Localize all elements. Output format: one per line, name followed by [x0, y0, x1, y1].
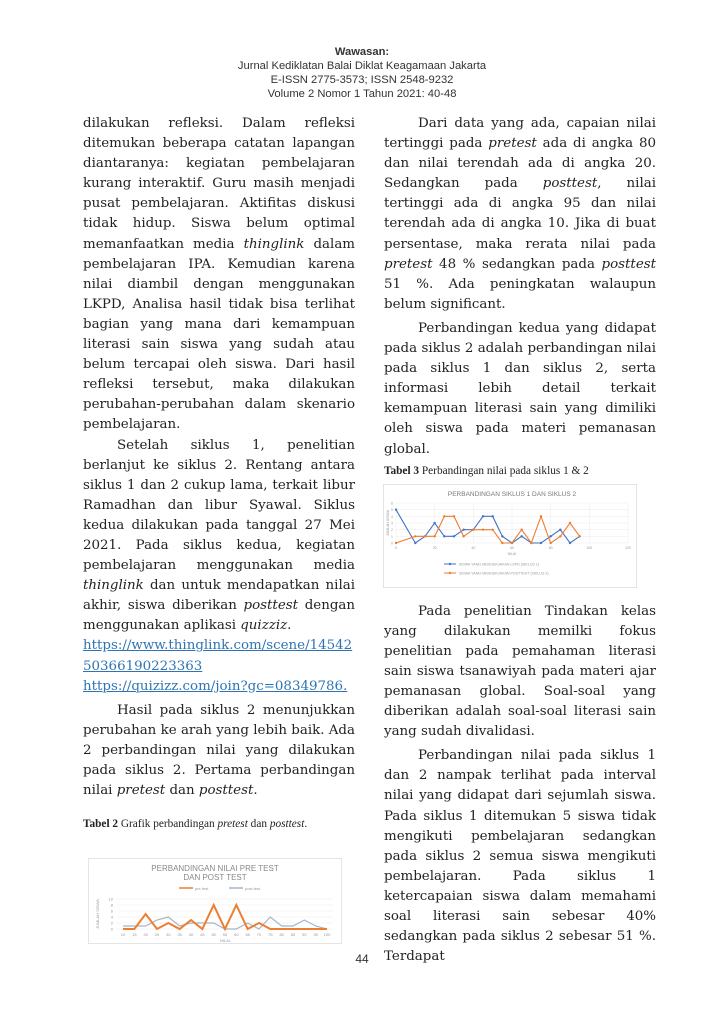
data-point [433, 535, 435, 537]
x-tick-label: 90 [302, 932, 307, 937]
x-tick-label: 15 [132, 932, 137, 937]
y-tick-label: 5 [391, 508, 393, 513]
x-tick-label: 80 [279, 932, 284, 937]
y-tick-label: 2 [110, 920, 113, 926]
data-point [482, 515, 484, 517]
legend-label: post test [245, 886, 261, 891]
paragraph: Perbandingan kedua yang didapat pada siklus 2 adalah perbandingan nilai pada siklus 1 dan siklus 2, serta informasi lebih detail terkait kemampuan literasi sain yang dimiliki oleh siswa pada materi pemanasan global. [384, 320, 656, 457]
x-tick-label: 0 [395, 546, 397, 550]
data-point [433, 522, 435, 524]
paragraph: Dari data yang ada, capaian nilai tertinggi pada pretest ada di angka 80 dan nilai terendah ada di angka 20. Sedangkan pada posttest, nilai tertinggi ada di angka 95 dan nilai terendah ada di angka 10. Jika di buat persentase, maka rerata nilai pada pretest 48 % sedangkan pada posttest 51 %. Ada peningkatan walaupun belum significant. [384, 116, 656, 312]
x-tick-label: 100 [323, 932, 331, 937]
journal-name: Wawasan: [334, 46, 390, 58]
y-tick-label: 8 [110, 902, 113, 908]
data-point [501, 542, 503, 544]
data-point [540, 542, 542, 544]
data-point [569, 542, 571, 544]
paragraph: Perbandingan nilai pada siklus 1 dan 2 nampak terlihat pada interval nilai yang didapat dari sejumlah siswa. Pada siklus 1 ditemukan 5 siswa tidak mengikuti pembelajaran sedangkan pada siklus 2 semua siswa mengikuti pembelajaran. Pada siklus 1 ketercapaian siswa dalam memahami soal literasi sain sebesar 40% sedangkan pada siklus 2 sebesar 51 %. Terdapat [384, 748, 656, 965]
y-axis-label: JUMLAH SISWA [95, 899, 100, 929]
data-point [540, 515, 542, 517]
paragraph: Setelah siklus 1, penelitian berlanjut ke siklus 2. Rentang antara siklus 1 dan 2 cukup lama, terkait libur Ramadhan dan libur Syawal. Siklus kedua dilakukan pada tanggal 27 Mei 2021. Pada siklus kedua, kegiatan pembelajaran menggunakan media thinglink dan untuk mendapatkan nilai akhir, siswa diberikan posttest dengan menggunakan aplikasi quizziz. https://www.thinglink.com/scene/1454250366190223363 https://quizizz.com/join?gc=08349786. [83, 437, 356, 694]
legend-marker [449, 572, 451, 574]
table2-caption: Tabel 2 Grafik perbandingan pretest dan posttest. [83, 818, 308, 831]
data-point [395, 542, 397, 544]
data-point [559, 535, 561, 537]
data-point [462, 528, 464, 530]
y-tick-label: 0 [391, 541, 393, 546]
x-tick-label: 40 [188, 932, 194, 937]
left-column [83, 114, 355, 831]
x-tick-label: 60 [234, 932, 239, 937]
data-point [462, 535, 464, 537]
x-axis-label: NILAI [507, 552, 517, 556]
y-tick-label: 1 [391, 534, 393, 539]
data-point [511, 542, 513, 544]
table3-caption: Tabel 3 Perbandingan nilai pada siklus 1 & 2 [384, 464, 589, 477]
y-tick-label: 6 [110, 908, 113, 914]
data-point [424, 535, 426, 537]
data-point [491, 528, 493, 530]
data-point [520, 528, 522, 530]
x-tick-label: 65 [245, 932, 250, 937]
x-tick-label: 60 [510, 546, 514, 550]
x-tick-label: 55 [222, 932, 228, 937]
data-point [549, 535, 551, 537]
quizizz-link[interactable]: https://quizizz.com/join?gc=08349786. [83, 678, 348, 694]
y-tick-label: 4 [110, 914, 113, 920]
chart-pretest-posttest [88, 858, 342, 944]
chart-title: PERBANDINGAN SIKLUS 1 DAN SIKLUS 2 [447, 491, 577, 498]
x-tick-label: 100 [586, 546, 593, 550]
x-tick-label: 10 [120, 932, 126, 937]
data-point [482, 528, 484, 530]
x-tick-label: 50 [211, 932, 216, 937]
x-axis-label: NILAI [219, 938, 231, 943]
thinglink-link[interactable]: https://www.thinglink.com/scene/1454250366190223363 [83, 638, 353, 674]
data-point [578, 535, 580, 537]
y-tick-label: 3 [391, 521, 393, 526]
y-tick-label: 10 [108, 896, 113, 902]
data-point [443, 535, 445, 537]
data-point [414, 535, 416, 537]
data-point [520, 535, 522, 537]
x-tick-label: 35 [177, 932, 182, 937]
x-tick-label: 85 [290, 932, 296, 937]
x-tick-label: 95 [313, 932, 318, 937]
chart-title: DAN POST TEST [183, 873, 247, 882]
journal-subtitle: Jurnal Kediklatan Balai Diklat Keagamaan Jakarta [237, 60, 487, 72]
paragraph: dilakukan refleksi. Dalam refleksi ditemukan beberapa catatan lapangan diantaranya: kegiatan pembelajaran kurang interaktif. Guru masih menjadi pusat pembelajaran. Aktifitas diskusi tidak hidup. Siswa belum optimal memanfaatkan media thinglink dalam pembelajaran IPA. Kemudian karena nilai diambil dengan menggunakan LKPD, Analisa hasil tidak bisa terlihat bagian yang mana dari kemampuan literasi sain siswa yang sudah atau belum tercapai oleh siswa. Dari hasil refleksi tersebut, maka dilakukan perubahan-perubahan dalam skenario pembelajaran. [83, 116, 355, 433]
legend-marker [449, 563, 451, 565]
x-tick-label: 20 [432, 546, 437, 550]
x-tick-label: 45 [200, 932, 205, 937]
data-point [491, 515, 493, 517]
y-tick-label: 6 [391, 501, 393, 506]
data-point [453, 515, 455, 517]
x-tick-label: 120 [625, 546, 631, 550]
legend-label: pre test [195, 886, 209, 891]
chart-siklus-comparison [383, 484, 637, 588]
paragraph: Hasil pada siklus 2 menunjukkan perubahan ke arah yang lebih baik. Ada 2 perbandingan nilai yang dilakukan pada siklus 2. Pertama perbandingan nilai pretest dan posttest. [83, 702, 355, 799]
y-tick-label: 4 [391, 514, 393, 519]
x-tick-label: 75 [268, 932, 273, 937]
x-tick-label: 30 [166, 932, 171, 937]
data-point [414, 542, 416, 544]
data-point [443, 515, 445, 517]
y-tick-label: 2 [391, 528, 393, 533]
page-number: 44 [355, 952, 369, 966]
data-point [501, 535, 503, 537]
y-axis-label: JUMLAH SISWA [386, 509, 390, 537]
journal-issn: E-ISSN 2775-3573; ISSN 2548-9232 [270, 74, 454, 86]
x-tick-label: 70 [256, 932, 262, 937]
y-tick-label: 0 [110, 926, 113, 932]
data-point [530, 542, 532, 544]
series-line-1 [396, 510, 580, 543]
paragraph: Pada penelitian Tindakan kelas yang dilakukan memilki fokus penelitian pada pemahaman literasi sain siswa tsanawiyah pada materi ajar pemanasan global. Soal-soal yang diberikan adalah soal-soal literasi sain yang sudah divalidasi. [384, 603, 656, 740]
x-tick-label: 80 [548, 546, 553, 550]
data-point [472, 528, 474, 530]
data-point [395, 508, 397, 510]
x-tick-label: 40 [471, 546, 476, 550]
journal-volume: Volume 2 Nomor 1 Tahun 2021: 40-48 [267, 88, 457, 100]
journal-header [0, 45, 724, 101]
data-point [559, 528, 561, 530]
x-tick-label: 25 [154, 932, 160, 937]
legend-label: SISWA YANG MENGERJAKAN POSTTEST (SIKLUS 2) [459, 571, 549, 576]
chart-title: PERBANDINGAN NILAI PRE TEST [151, 864, 279, 873]
data-point [453, 535, 455, 537]
legend-label: SISWA YANG MENGERJAKAN LKPD (SIKLUS 1) [459, 562, 540, 567]
x-tick-label: 20 [143, 932, 148, 937]
data-point [569, 522, 571, 524]
data-point [549, 542, 551, 544]
